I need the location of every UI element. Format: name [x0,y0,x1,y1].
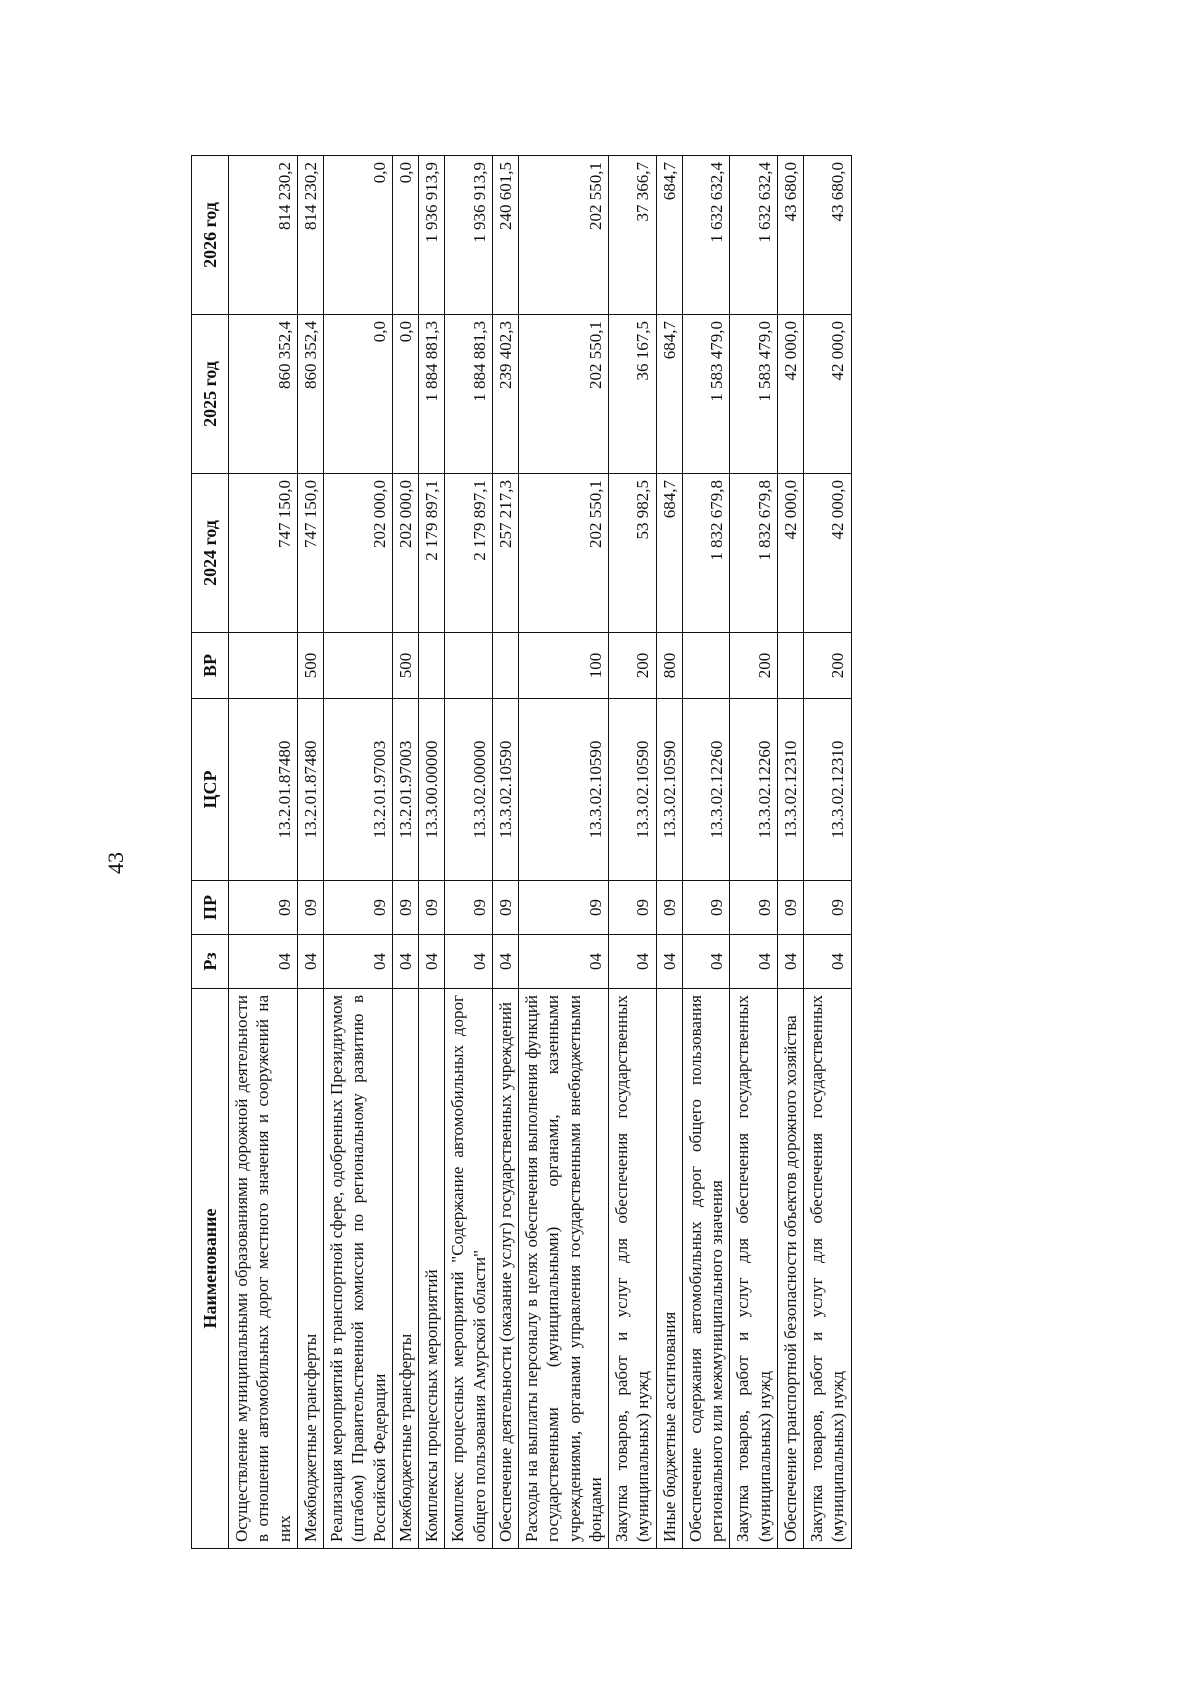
row-vr [492,633,518,699]
row-rz: 04 [682,935,730,989]
row-csr: 13.2.01.87480 [297,699,323,881]
table-row [682,156,730,1549]
row-rz: 04 [609,935,657,989]
row-2024: 747 150,0 [229,474,298,633]
row-csr: 13.3.02.10590 [656,699,682,881]
table-row [229,156,298,1549]
row-2024: 202 550,1 [519,474,609,633]
row-2025: 684,7 [656,315,682,474]
row-name: Обеспечение содержания автомобильных дорог общего пользования регионального или межмуниципального значения [682,989,730,1549]
row-csr: 13.2.01.87480 [229,699,298,881]
row-csr: 13.3.02.12260 [730,699,778,881]
header-vr: ВР [192,633,229,699]
budget-table-container [191,156,852,1549]
table-row [777,156,803,1549]
row-2025: 42 000,0 [777,315,803,474]
table-row [392,156,418,1549]
row-2026: 684,7 [656,156,682,315]
row-2024: 1 832 679,8 [730,474,778,633]
row-vr [229,633,298,699]
row-vr [324,633,393,699]
row-csr: 13.3.02.00000 [445,699,493,881]
row-pr: 09 [682,881,730,935]
table-row [419,156,445,1549]
row-pr: 09 [324,881,393,935]
row-csr: 13.2.01.97003 [392,699,418,881]
header-rz: Рз [192,935,229,989]
row-rz: 04 [519,935,609,989]
row-2025: 1 583 479,0 [682,315,730,474]
header-2026: 2026 год [192,156,229,315]
row-2024: 747 150,0 [297,474,323,633]
row-csr: 13.3.02.10590 [519,699,609,881]
row-2026: 0,0 [392,156,418,315]
row-2024: 257 217,3 [492,474,518,633]
row-rz: 04 [730,935,778,989]
row-2025: 1 583 479,0 [730,315,778,474]
row-name: Обеспечение деятельности (оказание услуг) государственных учреждений [492,989,518,1549]
row-name: Реализация мероприятий в транспортной сфере, одобренных Президиумом (штабом) Правительственной комиссии по региональному развитию в Российской Федерации [324,989,393,1549]
row-2026: 1 936 913,9 [419,156,445,315]
row-name: Закупка товаров, работ и услуг для обеспечения государственных (муниципальных) нужд [804,989,852,1549]
row-vr: 100 [519,633,609,699]
row-csr: 13.3.00.00000 [419,699,445,881]
row-2025: 860 352,4 [297,315,323,474]
row-2024: 202 000,0 [324,474,393,633]
row-rz: 04 [492,935,518,989]
row-name: Межбюджетные трансферты [297,989,323,1549]
table-row [804,156,852,1549]
row-vr: 500 [297,633,323,699]
row-rz: 04 [804,935,852,989]
row-2025: 0,0 [324,315,393,474]
row-2025: 1 884 881,3 [419,315,445,474]
row-name: Иные бюджетные ассигнования [656,989,682,1549]
table-row [609,156,657,1549]
row-pr: 09 [804,881,852,935]
row-csr: 13.3.02.12310 [777,699,803,881]
row-2026: 814 230,2 [229,156,298,315]
row-pr: 09 [492,881,518,935]
table-row [324,156,393,1549]
row-vr [419,633,445,699]
row-2026: 240 601,5 [492,156,518,315]
row-2026: 0,0 [324,156,393,315]
row-pr: 09 [297,881,323,935]
row-rz: 04 [656,935,682,989]
table-row [492,156,518,1549]
row-rz: 04 [777,935,803,989]
row-2024: 42 000,0 [804,474,852,633]
row-pr: 09 [730,881,778,935]
row-rz: 04 [392,935,418,989]
row-2026: 814 230,2 [297,156,323,315]
row-name: Межбюджетные трансферты [392,989,418,1549]
row-vr [445,633,493,699]
row-2026: 1 632 632,4 [730,156,778,315]
row-2024: 202 000,0 [392,474,418,633]
row-vr: 200 [609,633,657,699]
row-2025: 202 550,1 [519,315,609,474]
row-2025: 239 402,3 [492,315,518,474]
row-csr: 13.3.02.12260 [682,699,730,881]
row-csr: 13.2.01.97003 [324,699,393,881]
row-pr: 09 [229,881,298,935]
page-number: 43 [103,852,128,874]
header-2025: 2025 год [192,315,229,474]
row-vr: 200 [730,633,778,699]
row-2025: 36 167,5 [609,315,657,474]
row-2024: 42 000,0 [777,474,803,633]
row-2026: 43 680,0 [804,156,852,315]
row-pr: 09 [777,881,803,935]
header-name: Наименование [192,989,229,1549]
row-2024: 53 982,5 [609,474,657,633]
row-2024: 1 832 679,8 [682,474,730,633]
budget-table [191,155,852,1549]
row-2024: 684,7 [656,474,682,633]
row-pr: 09 [519,881,609,935]
table-row [730,156,778,1549]
row-name: Комплексы процессных мероприятий [419,989,445,1549]
row-pr: 09 [656,881,682,935]
row-name: Осуществление муниципальными образованиями дорожной деятельности в отношении автомобильных дорог местного значения и сооружений на них [229,989,298,1549]
row-pr: 09 [392,881,418,935]
row-2025: 1 884 881,3 [445,315,493,474]
row-2026: 202 550,1 [519,156,609,315]
row-rz: 04 [445,935,493,989]
row-2025: 42 000,0 [804,315,852,474]
row-csr: 13.3.02.10590 [492,699,518,881]
row-rz: 04 [229,935,298,989]
row-2024: 2 179 897,1 [445,474,493,633]
row-vr [777,633,803,699]
row-rz: 04 [419,935,445,989]
row-name: Закупка товаров, работ и услуг для обеспечения государственных (муниципальных) нужд [609,989,657,1549]
row-vr: 800 [656,633,682,699]
row-name: Закупка товаров, работ и услуг для обеспечения государственных (муниципальных) нужд [730,989,778,1549]
header-2024: 2024 год [192,474,229,633]
row-csr: 13.3.02.10590 [609,699,657,881]
row-pr: 09 [609,881,657,935]
row-rz: 04 [297,935,323,989]
table-header-row [192,156,229,1549]
row-2025: 0,0 [392,315,418,474]
row-2026: 1 936 913,9 [445,156,493,315]
row-vr [682,633,730,699]
row-csr: 13.3.02.12310 [804,699,852,881]
row-2026: 37 366,7 [609,156,657,315]
table-row [656,156,682,1549]
table-row [445,156,493,1549]
table-row [519,156,609,1549]
row-pr: 09 [419,881,445,935]
row-vr: 200 [804,633,852,699]
header-csr: ЦСР [192,699,229,881]
row-2026: 43 680,0 [777,156,803,315]
row-name: Комплекс процессных мероприятий "Содержание автомобильных дорог общего пользования Амурской области" [445,989,493,1549]
row-vr: 500 [392,633,418,699]
table-row [297,156,323,1549]
header-pr: ПР [192,881,229,935]
row-rz: 04 [324,935,393,989]
row-2025: 860 352,4 [229,315,298,474]
row-pr: 09 [445,881,493,935]
row-2024: 2 179 897,1 [419,474,445,633]
row-name: Расходы на выплаты персоналу в целях обеспечения выполнения функций государственными (муниципальными) органами, казенными учреждениями, органами управления государственными внебюджетными фондами [519,989,609,1549]
row-2026: 1 632 632,4 [682,156,730,315]
row-name: Обеспечение транспортной безопасности объектов дорожного хозяйства [777,989,803,1549]
